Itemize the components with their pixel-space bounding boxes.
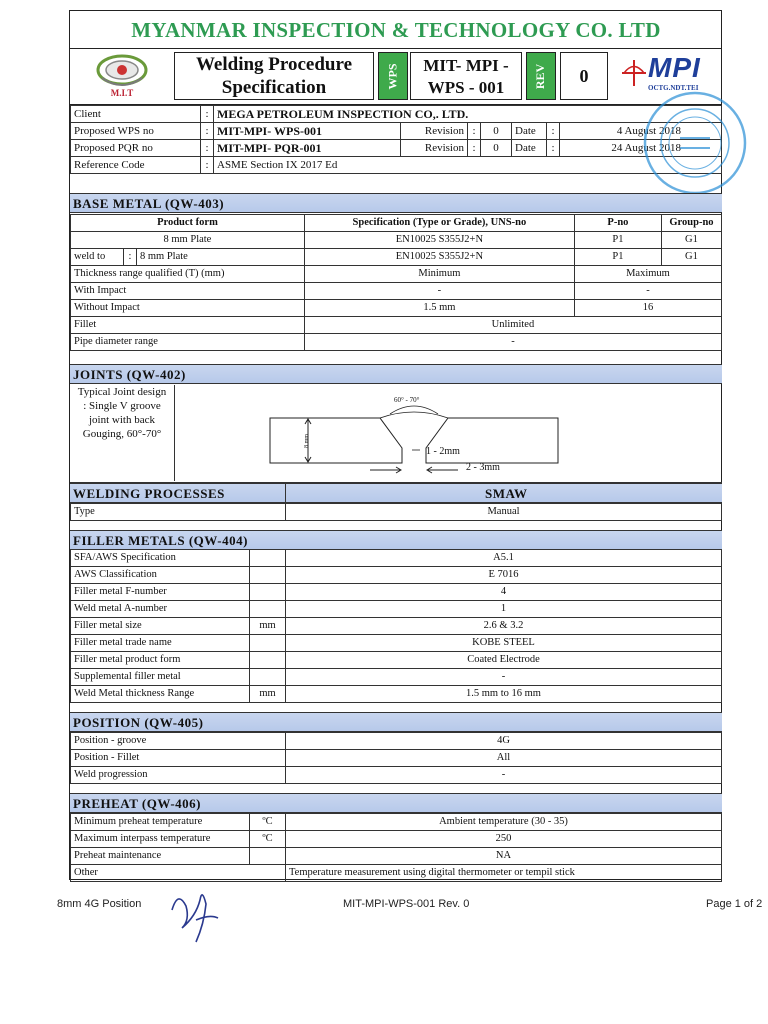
pno-2: P1 [574,249,661,266]
no-impact-min: 1.5 mm [304,300,574,317]
pqr-revision: 0 [481,140,512,157]
company-stamp [640,88,750,198]
thickness-label: Thickness range qualified (T) (mm) [71,266,305,283]
thickness-min: Minimum [304,266,574,283]
type-value: Manual [286,504,722,521]
info-table [70,105,722,174]
colon: : [201,123,214,140]
date-label: Date [512,140,547,157]
signature [166,880,226,946]
position-label: Position - Fillet [71,750,286,767]
filler-label: Supplemental filler metal [71,669,250,686]
thickness-dim-label: 8 mm [303,434,310,448]
position-value: - [286,767,722,784]
filler-unit [250,567,286,584]
welding-processes-title: WELDING PROCESSES [73,486,225,501]
joint-design-line4: Gouging, 60°-70° [82,428,162,440]
table-row [71,669,722,686]
wps-value: MIT-MPI- WPS-001 [214,123,401,140]
angle-label: 60° - 70° [394,396,420,404]
process-table [70,503,722,521]
product-1: 8 mm Plate [71,232,305,249]
filler-label: Filler metal size [71,618,250,635]
preheat-label: Preheat maintenance [71,848,250,865]
colon: : [201,106,214,123]
no-impact-max: 16 [574,300,721,317]
filler-unit [250,584,286,601]
process-value: SMAW [485,486,528,501]
wps-date: 4 August 2018 [560,123,722,140]
rev-value: 0 [560,52,608,100]
filler-unit [250,652,286,669]
footer-right: Page 1 of 2 [706,898,763,910]
joint-design-line2: : Single V groove [83,400,161,412]
filler-unit [250,550,286,567]
company-name: MYANMAR INSPECTION & TECHNOLOGY CO. LTD [70,12,722,49]
footer-center: MIT-MPI-WPS-001 Rev. 0 [343,898,470,910]
spec-2: EN10025 S355J2+N [304,249,574,266]
section-filler-metals: FILLER METALS (QW-404) [70,530,722,550]
joint-design-line3: joint with back [89,414,155,426]
group-1: G1 [661,232,721,249]
weld-to-label: weld to [71,249,124,266]
preheat-unit: ºC [250,831,286,848]
preheat-value: 250 [286,831,722,848]
mit-logo-text: M.I.T [110,88,134,98]
doc-title-box [174,52,374,100]
col-product-form: Product form [71,215,305,232]
colon: : [201,157,214,174]
col-p-no: P-no [574,215,661,232]
rev-tag: REV [526,52,556,100]
table-row [71,848,722,865]
filler-unit [250,601,286,618]
colon: : [468,123,481,140]
pipe-value: - [304,334,721,351]
filler-unit: mm [250,618,286,635]
table-row [71,750,722,767]
table-row [71,652,722,669]
preheat-value: Temperature measurement using digital thermometer or tempil stick [286,865,722,882]
section-welding-processes [70,483,722,503]
table-row [71,767,722,784]
filler-label: AWS Classification [71,567,250,584]
joint-design-text [70,385,175,481]
table-row [71,601,722,618]
ref-label: Reference Code [71,157,201,174]
preheat-table [70,813,722,882]
pqr-label: Proposed PQR no [71,140,201,157]
impact-max: - [574,283,721,300]
col-specification: Specification (Type or Grade), UNS-no [304,215,574,232]
table-row [71,831,722,848]
pno-1: P1 [574,232,661,249]
filler-label: Weld metal A-number [71,601,250,618]
mit-logo [92,52,152,102]
table-row [71,865,722,882]
spec-1: EN10025 S355J2+N [304,232,574,249]
wps-label: Proposed WPS no [71,123,201,140]
colon: : [547,140,560,157]
position-value: 4G [286,733,722,750]
position-label: Position - groove [71,733,286,750]
table-row [71,584,722,601]
filler-unit [250,669,286,686]
doc-number-line1: MIT- MPI - [423,56,509,75]
position-value: All [286,750,722,767]
table-row [71,550,722,567]
filler-label: Filler metal F-number [71,584,250,601]
colon: : [124,249,137,266]
position-table [70,732,722,784]
filler-value: A5.1 [286,550,722,567]
impact-label: With Impact [71,283,305,300]
preheat-unit [250,848,286,865]
client-label: Client [71,106,201,123]
root-face-label: 1 - 2mm [426,446,460,457]
footer-left: 8mm 4G Position [57,898,142,910]
table-row [71,635,722,652]
section-base-metal: BASE METAL (QW-403) [70,193,722,213]
section-joints: JOINTS (QW-402) [70,364,722,384]
doc-number-line2: WPS - 001 [427,78,505,97]
filler-unit [250,635,286,652]
filler-unit: mm [250,686,286,703]
thickness-max: Maximum [574,266,721,283]
mpi-logo-sub: OCTG.NDT.TEI [648,84,699,92]
client-value: MEGA PETROLEUM INSPECTION CO,. LTD. [214,106,722,123]
joint-design-line1: Typical Joint design [77,386,167,398]
colon: : [547,123,560,140]
filler-label: SFA/AWS Specification [71,550,250,567]
filler-label: Filler metal product form [71,652,250,669]
preheat-value: Ambient temperature (30 - 35) [286,814,722,831]
table-row [71,814,722,831]
table-row [71,733,722,750]
filler-value: KOBE STEEL [286,635,722,652]
pqr-date: 24 August 2018 [560,140,722,157]
mpi-logo-text: MPI [648,52,701,83]
impact-min: - [304,283,574,300]
filler-value: - [286,669,722,686]
filler-value: 1 [286,601,722,618]
group-2: G1 [661,249,721,266]
revision-label: Revision [401,123,468,140]
position-label: Weld progression [71,767,286,784]
filler-value: E 7016 [286,567,722,584]
date-label: Date [512,123,547,140]
ref-value: ASME Section IX 2017 Ed [214,157,722,174]
doc-title-line2: Specification [221,77,327,98]
fillet-label: Fillet [71,317,305,334]
filler-table [70,549,722,703]
filler-value: 2.6 & 3.2 [286,618,722,635]
pipe-label: Pipe diameter range [71,334,305,351]
preheat-value: NA [286,848,722,865]
type-label: Type [71,504,286,521]
section-preheat: PREHEAT (QW-406) [70,793,722,813]
process-divider [285,483,286,503]
preheat-unit: ºC [250,814,286,831]
table-row [71,618,722,635]
filler-label: Filler metal trade name [71,635,250,652]
preheat-label: Minimum preheat temperature [71,814,250,831]
product-2: 8 mm Plate [137,249,305,266]
filler-label: Weld Metal thickness Range [71,686,250,703]
colon: : [201,140,214,157]
revision-label: Revision [401,140,468,157]
wps-revision: 0 [481,123,512,140]
colon: : [468,140,481,157]
filler-value: 1.5 mm to 16 mm [286,686,722,703]
base-metal-table [70,214,722,351]
table-row [71,567,722,584]
wps-tag: WPS [378,52,408,100]
preheat-label: Maximum interpass temperature [71,831,250,848]
col-group-no: Group-no [661,215,721,232]
doc-number-box [410,52,522,100]
preheat-label: Other [71,865,286,882]
gap-label: 2 - 3mm [466,462,500,473]
fillet-value: Unlimited [304,317,721,334]
pqr-value: MIT-MPI- PQR-001 [214,140,401,157]
no-impact-label: Without Impact [71,300,305,317]
filler-value: Coated Electrode [286,652,722,669]
table-row [71,686,722,703]
doc-title-line1: Welding Procedure [195,54,353,75]
filler-value: 4 [286,584,722,601]
section-position: POSITION (QW-405) [70,712,722,732]
